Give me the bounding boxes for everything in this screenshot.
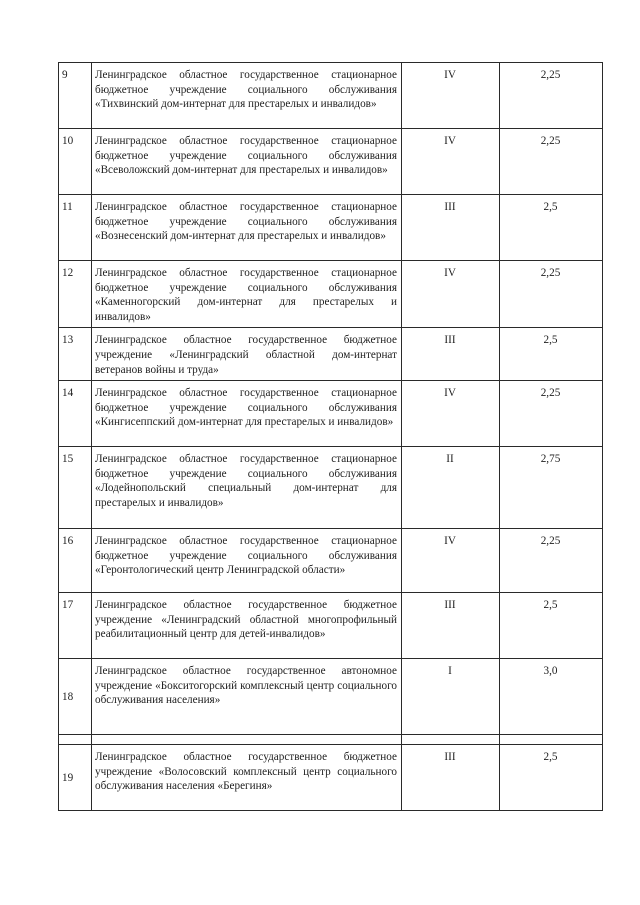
category: III [402,195,500,261]
institution-name: Ленинградское областное государственное стационарное бюджетное учреждение социального обслуживания «Геронтологический центр Ленинградской области» [92,529,402,593]
table-row [59,659,603,735]
category: III [402,745,500,811]
category: II [402,447,500,529]
coefficient: 2,25 [500,129,603,195]
row-number: 19 [59,745,92,811]
table-row [59,529,603,593]
coefficient: 2,25 [500,63,603,129]
coefficient: 2,25 [500,381,603,447]
coefficient: 2,5 [500,195,603,261]
institution-name: Ленинградское областное государственное стационарное бюджетное учреждение социального обслуживания «Каменногорский дом-интернат для престарелых и инвалидов» [92,261,402,328]
spacer-cell [92,735,402,745]
row-number: 14 [59,381,92,447]
spacer-cell [59,735,92,745]
coefficient: 3,0 [500,659,603,735]
coefficient: 2,25 [500,529,603,593]
institution-name: Ленинградское областное государственное стационарное бюджетное учреждение социального обслуживания «Тихвинский дом-интернат для престарелых и инвалидов» [92,63,402,129]
institution-name: Ленинградское областное государственное стационарное бюджетное учреждение социального обслуживания «Лодейнопольский специальный дом-интернат для престарелых и инвалидов» [92,447,402,529]
row-number: 16 [59,529,92,593]
category: IV [402,381,500,447]
row-number: 10 [59,129,92,195]
table-row [59,381,603,447]
category: IV [402,63,500,129]
category: IV [402,261,500,328]
category: IV [402,129,500,195]
spacer-cell [402,735,500,745]
institution-name: Ленинградское областное государственное стационарное бюджетное учреждение социального обслуживания «Всеволожский дом-интернат для престарелых и инвалидов» [92,129,402,195]
table-row [59,63,603,129]
institution-name: Ленинградское областное государственное бюджетное учреждение «Ленинградский областной многопрофильный реабилитационный центр для детей-инвалидов» [92,593,402,659]
spacer-cell [500,735,603,745]
category: IV [402,529,500,593]
table-row [59,195,603,261]
row-number: 13 [59,328,92,381]
table-body [59,63,603,811]
category: III [402,593,500,659]
coefficient: 2,5 [500,328,603,381]
institution-name: Ленинградское областное государственное автономное учреждение «Бокситогорский комплексный центр социального обслуживания населения» [92,659,402,735]
table-row [59,745,603,811]
row-number: 18 [59,659,92,735]
row-number: 9 [59,63,92,129]
row-number: 15 [59,447,92,529]
table-row [59,261,603,328]
row-number: 17 [59,593,92,659]
category: III [402,328,500,381]
institutions-table [58,62,603,811]
coefficient: 2,75 [500,447,603,529]
row-number: 12 [59,261,92,328]
row-number: 11 [59,195,92,261]
coefficient: 2,5 [500,593,603,659]
table-spacer-row [59,735,603,745]
institution-name: Ленинградское областное государственное стационарное бюджетное учреждение социального обслуживания «Кингисеппский дом-интернат для престарелых и инвалидов» [92,381,402,447]
coefficient: 2,25 [500,261,603,328]
table-row [59,593,603,659]
coefficient: 2,5 [500,745,603,811]
table-row [59,129,603,195]
institution-name: Ленинградское областное государственное бюджетное учреждение «Волосовский комплексный центр социального обслуживания населения «Берегиня» [92,745,402,811]
category: I [402,659,500,735]
institution-name: Ленинградское областное государственное бюджетное учреждение «Ленинградский областной дом-интернат ветеранов войны и труда» [92,328,402,381]
table-row [59,328,603,381]
table-row [59,447,603,529]
institution-name: Ленинградское областное государственное стационарное бюджетное учреждение социального обслуживания «Вознесенский дом-интернат для престарелых и инвалидов» [92,195,402,261]
